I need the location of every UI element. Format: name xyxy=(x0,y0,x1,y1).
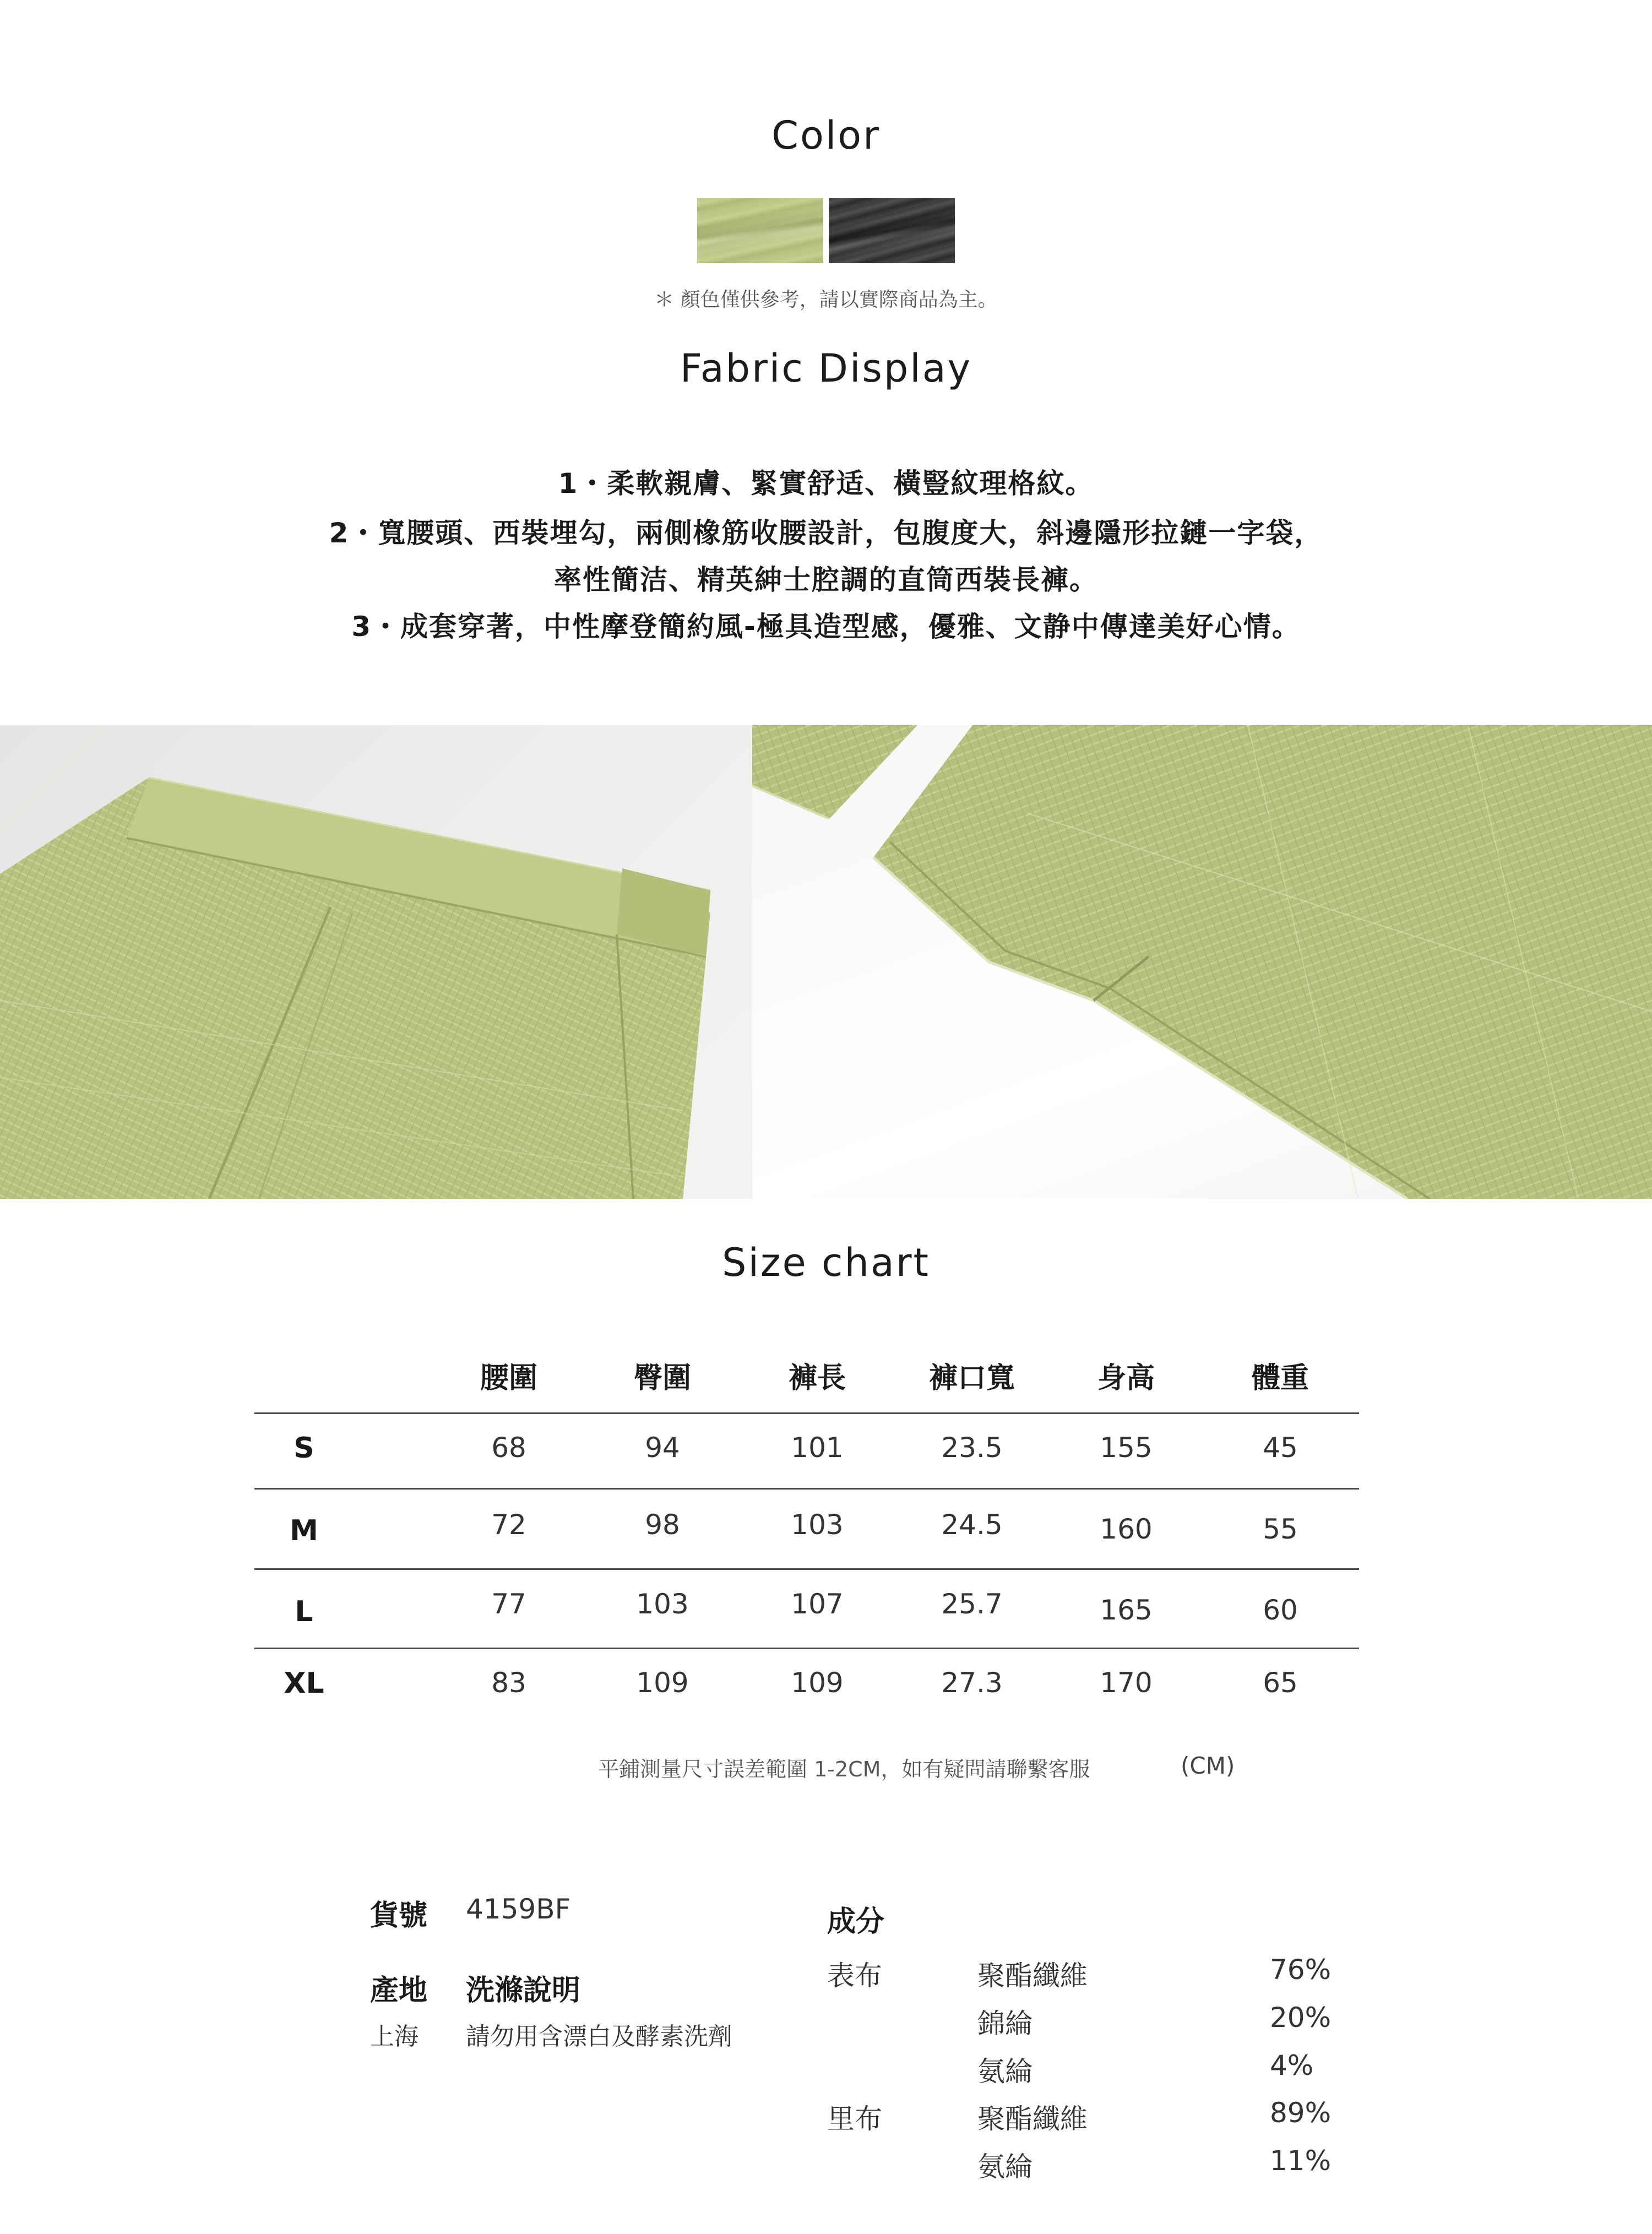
fabric-photo-waistband xyxy=(0,725,752,1199)
material-percent: 11% xyxy=(1270,2145,1332,2177)
table-rule xyxy=(254,1648,1359,1649)
size-label-m: M xyxy=(290,1514,318,1547)
header-hip: 臀圍 xyxy=(633,1362,691,1395)
table-cell: 23.5 xyxy=(941,1432,1003,1464)
color-title: Color xyxy=(771,113,881,158)
size-label-l: L xyxy=(295,1595,313,1628)
table-rule xyxy=(254,1412,1359,1414)
table-cell: 65 xyxy=(1263,1667,1298,1699)
material-name: 聚酯纖維 xyxy=(977,2103,1088,2135)
item-number: 4159BF xyxy=(466,1893,571,1925)
table-cell: 27.3 xyxy=(941,1667,1003,1699)
color-disclaimer: ＊ 顏色僅供參考，請以實際商品為主。 xyxy=(654,289,998,311)
table-cell: 165 xyxy=(1100,1594,1153,1626)
material-percent: 89% xyxy=(1270,2097,1332,2129)
material-name: 錦綸 xyxy=(977,2008,1032,2040)
size-label-s: S xyxy=(294,1432,314,1465)
size-chart-note: 平鋪測量尺寸誤差範圍 1-2CM，如有疑問請聯繫客服 xyxy=(598,1757,1090,1781)
size-label-xl: XL xyxy=(284,1667,324,1700)
table-cell: 25.7 xyxy=(941,1588,1003,1620)
table-cell: 45 xyxy=(1263,1432,1298,1464)
header-height: 身高 xyxy=(1097,1362,1155,1395)
header-length: 褲長 xyxy=(788,1362,846,1395)
origin-value: 上海 xyxy=(370,2023,419,2051)
material-name: 氨綸 xyxy=(977,2056,1032,2088)
outer-fabric-label: 表布 xyxy=(827,1960,882,1992)
table-cell: 109 xyxy=(636,1667,689,1699)
table-cell: 55 xyxy=(1263,1513,1298,1545)
table-cell: 94 xyxy=(645,1432,680,1464)
table-cell: 98 xyxy=(645,1509,680,1541)
table-cell: 155 xyxy=(1100,1432,1153,1464)
material-percent: 20% xyxy=(1270,2002,1332,2034)
color-swatch-green[interactable] xyxy=(697,198,823,263)
material-percent: 76% xyxy=(1270,1954,1332,1986)
composition-label: 成分 xyxy=(827,1905,885,1938)
origin-label: 產地 xyxy=(370,1974,428,2007)
color-swatch-charcoal[interactable] xyxy=(829,198,955,263)
size-chart-unit: (CM) xyxy=(1181,1752,1235,1779)
feature-line-1: 1・柔軟親膚、緊實舒适、橫豎紋理格紋。 xyxy=(558,468,1094,499)
table-cell: 170 xyxy=(1100,1667,1153,1699)
table-cell: 83 xyxy=(491,1667,526,1699)
feature-line-3: 3・成套穿著，中性摩登簡約風-極具造型感，優雅、文静中傳達美好心情。 xyxy=(351,611,1301,643)
fabric-display-title: Fabric Display xyxy=(680,346,972,391)
material-name: 聚酯纖維 xyxy=(977,1960,1088,1992)
header-waist: 腰圍 xyxy=(480,1362,537,1395)
lining-fabric-label: 里布 xyxy=(827,2103,882,2135)
care-label: 洗滌說明 xyxy=(466,1974,581,2007)
item-number-label: 貨號 xyxy=(370,1899,428,1932)
header-leg-opening: 褲口寬 xyxy=(928,1362,1015,1395)
care-instructions: 請勿用含漂白及酵素洗劑 xyxy=(466,2023,732,2051)
table-cell: 101 xyxy=(791,1432,844,1464)
feature-line-2-cont: 率性簡洁、精英紳士腔調的直筒西裝長褲。 xyxy=(554,564,1098,596)
size-chart-title: Size chart xyxy=(722,1240,930,1285)
table-cell: 77 xyxy=(491,1588,526,1620)
table-rule xyxy=(254,1568,1359,1570)
table-cell: 103 xyxy=(791,1509,844,1541)
feature-line-2: 2・寬腰頭、西裝埋勾，兩側橡筋收腰設計，包腹度大，斜邊隱形拉鏈一字袋， xyxy=(329,517,1323,549)
table-cell: 160 xyxy=(1100,1513,1153,1545)
table-cell: 72 xyxy=(491,1509,526,1541)
table-cell: 24.5 xyxy=(941,1509,1003,1541)
table-cell: 60 xyxy=(1263,1594,1298,1626)
table-cell: 107 xyxy=(791,1588,844,1620)
table-cell: 109 xyxy=(791,1667,844,1699)
material-name: 氨綸 xyxy=(977,2151,1032,2183)
table-cell: 68 xyxy=(491,1432,526,1464)
table-cell: 103 xyxy=(636,1588,689,1620)
material-percent: 4% xyxy=(1270,2050,1314,2081)
table-rule xyxy=(254,1488,1359,1490)
fabric-photo-hem xyxy=(752,725,1652,1199)
header-weight: 體重 xyxy=(1251,1362,1309,1395)
